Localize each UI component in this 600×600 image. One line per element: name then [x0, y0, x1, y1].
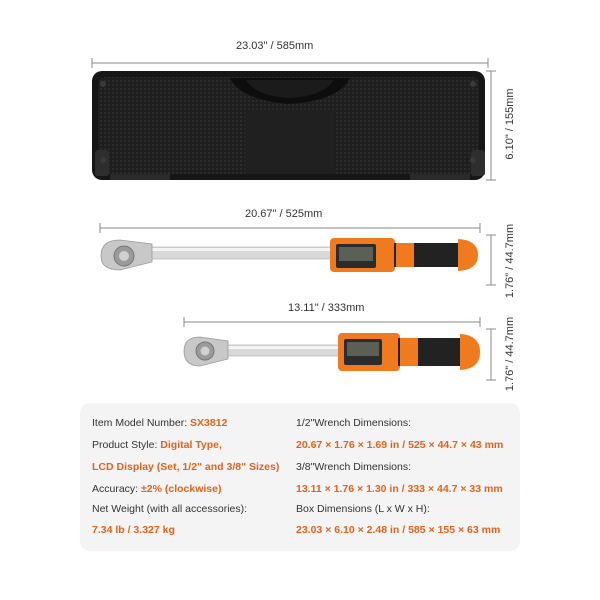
spec-box-value: 23.03 × 6.10 × 2.48 in / 585 × 155 × 63 mm: [296, 524, 501, 536]
spec-38-wrench: [296, 461, 411, 473]
three-eighth-wrench-height-label: 1.76" / 44.7mm: [504, 316, 516, 392]
spec-half-wrench: [296, 417, 411, 429]
spec-style-key: Product Style:: [92, 439, 161, 451]
spec-style-value-2: LCD Display (Set, 1/2" and 3/8" Sizes): [92, 461, 280, 473]
spec-box-val: [296, 524, 500, 536]
spec-half-wrench-value: 20.67 × 1.76 × 1.69 in / 525 × 44.7 × 43 mm: [296, 439, 504, 451]
spec-38-wrench-value: 13.11 × 1.76 × 1.30 in / 333 × 44.7 × 33 mm: [296, 483, 503, 495]
spec-half-wrench-key: 1/2"Wrench Dimensions:: [296, 417, 411, 429]
spec-38-wrench-val: [296, 483, 503, 495]
half-wrench-height-label: 1.76" / 44.7mm: [504, 223, 516, 299]
spec-weight-key: Net Weight (with all accessories):: [92, 503, 248, 515]
spec-accuracy-value: ±2% (clockwise): [141, 483, 222, 495]
spec-38-wrench-key: 3/8"Wrench Dimensions:: [296, 461, 411, 473]
spec-accuracy: [92, 483, 221, 495]
spec-weight-val: [92, 524, 175, 536]
spec-model: [92, 417, 227, 429]
half-wrench-length-label: 20.67" / 525mm: [245, 208, 323, 220]
case-width-label: 23.03" / 585mm: [236, 40, 314, 52]
spec-style-value: Digital Type,: [160, 439, 222, 451]
spec-model-key: Item Model Number:: [92, 417, 191, 429]
spec-style: [92, 439, 222, 451]
spec-box: [296, 503, 430, 515]
spec-box-key: Box Dimensions (L x W x H):: [296, 503, 430, 515]
spec-half-wrench-val: [296, 439, 503, 451]
spec-weight-value: 7.34 lb / 3.327 kg: [92, 524, 175, 536]
spec-style-cont: [92, 461, 279, 473]
spec-weight: [92, 503, 247, 515]
three-eighth-wrench-length-label: 13.11" / 333mm: [288, 302, 365, 314]
specifications-panel: [80, 403, 520, 551]
spec-model-value: SX3812: [190, 417, 228, 429]
spec-accuracy-key: Accuracy:: [92, 483, 142, 495]
case-height-label: 6.10" / 155mm: [504, 88, 516, 160]
